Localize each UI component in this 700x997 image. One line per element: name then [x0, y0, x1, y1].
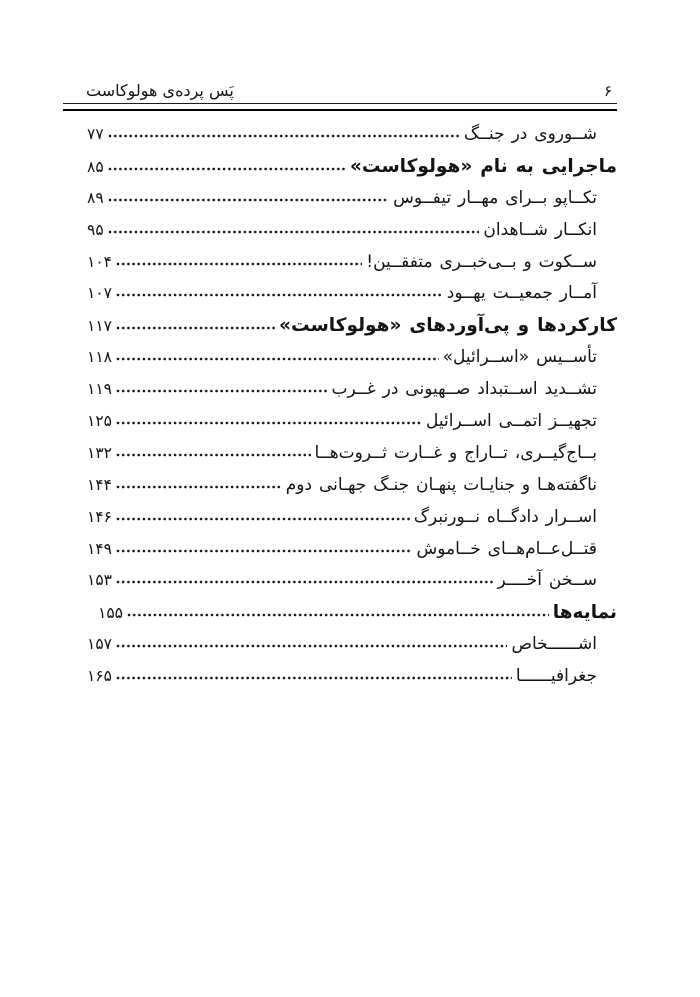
toc-entry-title: بــاج‌گیــری، تــاراج و غــارت ثــروت‌هــا [314, 442, 597, 463]
toc-row [63, 570, 617, 602]
toc-entry-page-number: ۱۴۴ [87, 475, 112, 494]
toc-row [63, 602, 617, 634]
toc-entry-title: ســخن آخــــر [497, 570, 597, 591]
toc-entry-page-number: ۱۵۵ [98, 604, 123, 623]
toc-entry-page-number: ۱۱۷ [87, 317, 112, 336]
toc-dotted-leader [116, 293, 443, 297]
toc-entry-page-number: ۸۵ [87, 157, 104, 176]
toc-dotted-leader [116, 326, 275, 330]
toc-dotted-leader [116, 262, 362, 266]
toc-entry-title: آمــار جمعیــت یهــود [446, 283, 597, 304]
toc-entry-page-number: ۱۵۳ [87, 571, 112, 590]
toc-row [63, 507, 617, 539]
running-header-title: پَس پرده‌ی هولوکاست [86, 81, 234, 100]
toc-dotted-leader [116, 549, 413, 553]
table-of-contents [63, 124, 617, 698]
toc-row [63, 539, 617, 571]
toc-dotted-leader [108, 134, 460, 138]
toc-dotted-leader [108, 198, 390, 202]
toc-row [63, 379, 617, 411]
toc-entry-page-number: ۱۳۲ [87, 443, 112, 462]
toc-entry-title: تشــدید اســتبداد صــهیونی در غــرب [331, 379, 597, 400]
toc-row [63, 411, 617, 443]
toc-dotted-leader [116, 453, 311, 457]
toc-entry-title: اشــــــخاص [511, 634, 597, 655]
toc-dotted-leader [127, 613, 549, 617]
toc-dotted-leader [116, 517, 410, 521]
toc-row [63, 283, 617, 315]
toc-row [63, 124, 617, 156]
toc-dotted-leader [108, 167, 346, 171]
toc-entry-title: ماجرایی به نام «هولوکاست» [349, 155, 617, 177]
toc-row [63, 634, 617, 666]
toc-entry-page-number: ۱۰۷ [87, 284, 112, 303]
toc-entry-title: انکــار شــاهدان [483, 219, 597, 240]
toc-entry-title: تأســیس «اســرائیل» [442, 347, 597, 368]
toc-dotted-leader [116, 389, 328, 393]
toc-row [63, 252, 617, 284]
toc-entry-title: تجهیــز اتمــی اســرائیل [426, 411, 597, 432]
toc-entry-page-number: ۱۰۴ [87, 252, 112, 271]
page-content [63, 72, 617, 698]
toc-entry-title: جغرافیــــــا [515, 666, 597, 687]
toc-entry-title: شــوروی در جنــگ [463, 124, 597, 144]
toc-row [63, 188, 617, 220]
toc-entry-page-number: ۱۵۷ [87, 635, 112, 654]
toc-row [63, 666, 617, 698]
toc-entry-title: ســکوت و بــی‌خبــری متفقــین! [366, 251, 597, 272]
toc-entry-page-number: ۸۹ [87, 188, 104, 207]
toc-row [63, 315, 617, 347]
toc-dotted-leader [116, 580, 493, 584]
header-double-rule [63, 103, 617, 111]
toc-row [63, 220, 617, 252]
toc-dotted-leader [116, 676, 512, 680]
running-header [63, 72, 617, 103]
toc-dotted-leader [116, 644, 507, 648]
toc-entry-title: ناگفته‌هـا و جنایـات پنهـان جنـگ جهـانی دوم [285, 474, 597, 495]
toc-entry-page-number: ۱۱۸ [87, 348, 112, 367]
toc-dotted-leader [108, 230, 480, 234]
toc-row [63, 475, 617, 507]
page-number: ۶ [603, 82, 612, 100]
toc-entry-page-number: ۱۶۵ [87, 667, 112, 686]
toc-entry-page-number: ۱۲۵ [87, 412, 112, 431]
toc-entry-page-number: ۱۴۶ [87, 507, 112, 526]
toc-dotted-leader [116, 485, 282, 489]
toc-dotted-leader [116, 357, 439, 361]
toc-dotted-leader [116, 421, 422, 425]
toc-entry-title: قتــل‌عــام‌هــای خــاموش [416, 538, 597, 559]
toc-row [63, 347, 617, 379]
toc-row [63, 443, 617, 475]
toc-entry-page-number: ۱۴۹ [87, 539, 112, 558]
toc-entry-title: نمایه‌ها [552, 602, 617, 624]
toc-entry-title: کارکردها و پی‌آوردهای «هولوکاست» [279, 315, 617, 337]
toc-entry-title: تکــاپو بــرای مهــار تیفــوس [393, 187, 597, 208]
toc-row [63, 156, 617, 188]
toc-entry-page-number: ۱۱۹ [87, 380, 112, 399]
toc-entry-title: اســرار دادگــاه نــورنبرگ [413, 506, 597, 527]
toc-entry-page-number: ۷۷ [87, 125, 104, 143]
toc-entry-page-number: ۹۵ [87, 220, 104, 239]
